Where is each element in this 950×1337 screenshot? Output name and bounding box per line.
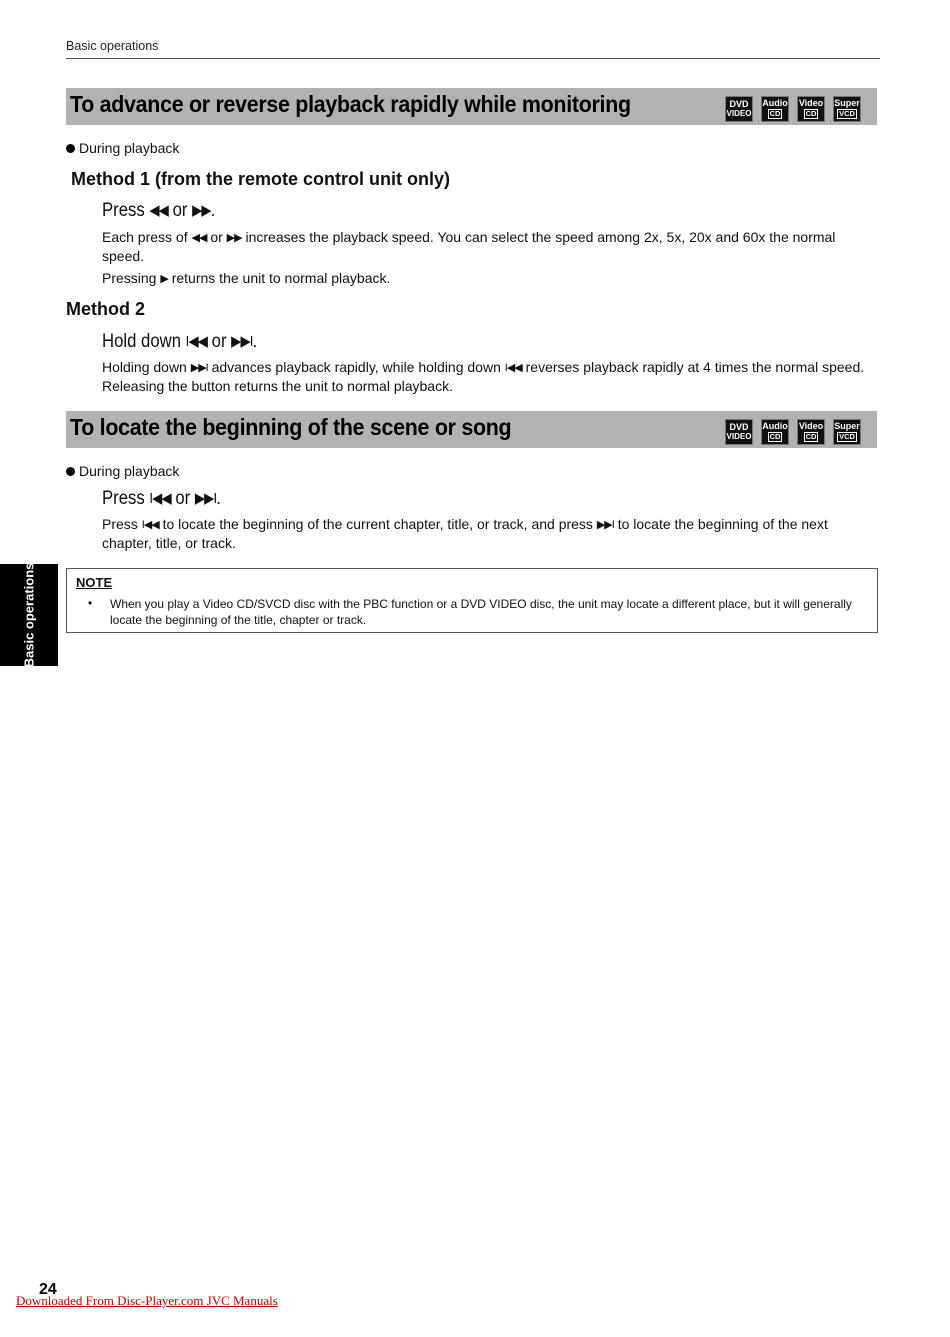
play-icon: ▶: [160, 273, 168, 285]
badge-bottom: CD: [769, 432, 781, 442]
method1-heading: Method 1 (from the remote control unit only): [71, 169, 450, 189]
note-title: NOTE: [76, 575, 113, 590]
para-text: reverses playback rapidly at 4 times the normal speed. Releasing the button returns the unit to normal playback.: [102, 359, 865, 394]
video-cd-icon: [797, 96, 825, 122]
note-text: When you play a Video CD/SVCD disc with the PBC function or a DVD VIDEO disc, the unit may locate a different place, but it will generally locate the beginning of the title, chapter or track.: [110, 597, 852, 627]
badge-top: Super: [834, 421, 860, 432]
method1-paragraph-2: [102, 270, 877, 289]
skip-forward-icon: ▶▶I: [194, 490, 217, 507]
badge-bottom: CD: [769, 109, 781, 119]
section2-instruction: [102, 488, 221, 510]
skip-forward-icon: ▶▶I: [231, 333, 253, 350]
badge-bottom: VIDEO: [726, 432, 752, 441]
side-tab-label: Basic operations: [21, 562, 37, 668]
instr-text: or: [211, 331, 227, 352]
method1-paragraph-1: [102, 229, 877, 265]
para-text: Each press of: [102, 229, 188, 245]
fast-forward-icon: ▶▶: [226, 232, 242, 244]
skip-back-icon: I◀◀: [504, 362, 522, 374]
instr-text: Press: [102, 488, 145, 509]
instr-text: .: [210, 200, 216, 221]
badge-top: DVD: [729, 422, 749, 432]
para-text: increases the playback speed. You can select the speed among 2x, 5x, 20x and 60x the normal speed.: [102, 229, 836, 264]
instr-text: or: [172, 200, 188, 221]
fast-forward-icon: ▶▶: [192, 202, 211, 219]
method2-heading: Method 2: [66, 299, 145, 319]
method2-instruction: [102, 331, 257, 353]
badge-bottom: VIDEO: [726, 109, 752, 118]
dvd-video-icon: [725, 419, 753, 445]
para-text: Press: [102, 516, 138, 532]
super-vcd-icon: [833, 96, 861, 122]
bullet-text: During playback: [79, 463, 180, 479]
skip-forward-icon: ▶▶I: [596, 519, 614, 531]
method1-instruction: [102, 200, 215, 222]
download-link[interactable]: Downloaded From Disc-Player.com JVC Manuals: [16, 1293, 278, 1308]
skip-forward-icon: ▶▶I: [190, 362, 208, 374]
instr-text: Hold down: [102, 331, 182, 352]
instr-text: or: [175, 488, 191, 509]
side-tab: [0, 564, 58, 666]
badge-bottom: CD: [805, 432, 817, 442]
bullet-text: During playback: [79, 140, 180, 156]
badge-top: DVD: [729, 99, 749, 109]
para-text: Holding down: [102, 359, 187, 375]
bullet-dot-icon: [66, 144, 75, 153]
running-header: Basic operations: [66, 39, 159, 53]
video-cd-icon: [797, 419, 825, 445]
section2-paragraph: [102, 516, 877, 552]
bullet-during-playback: [66, 463, 179, 479]
audio-cd-icon: [761, 419, 789, 445]
rewind-icon: ◀◀: [149, 202, 168, 219]
disc-badges: [725, 419, 861, 445]
section-title: To locate the beginning of the scene or song: [70, 414, 512, 440]
skip-back-icon: I◀◀: [185, 333, 207, 350]
badge-top: Video: [798, 98, 824, 109]
para-text: Pressing: [102, 270, 157, 286]
page-number: 24: [39, 1281, 57, 1298]
para-text: to locate the beginning of the next chapter, title, or track.: [102, 516, 828, 551]
bullet-dot-icon: [66, 467, 75, 476]
badge-bottom: CD: [805, 109, 817, 119]
section-title-bar-advance-reverse: [66, 88, 877, 125]
skip-back-icon: I◀◀: [149, 490, 171, 507]
instr-text: Press: [102, 200, 145, 221]
super-vcd-icon: [833, 419, 861, 445]
section-title: To advance or reverse playback rapidly while monitoring: [70, 91, 631, 117]
dvd-video-icon: [725, 96, 753, 122]
para-text: advances playback rapidly, while holding down: [211, 359, 501, 375]
para-text: to locate the beginning of the current chapter, title, or track, and press: [162, 516, 593, 532]
badge-bottom: VCD: [839, 109, 855, 119]
section-title-bar-locate-beginning: [66, 411, 877, 448]
rewind-icon: ◀◀: [191, 232, 207, 244]
badge-top: Super: [834, 98, 860, 109]
instr-text: .: [216, 488, 221, 509]
audio-cd-icon: [761, 96, 789, 122]
badge-top: Audio: [762, 421, 788, 432]
para-text: or: [210, 229, 223, 245]
badge-top: Video: [798, 421, 824, 432]
method2-paragraph: [102, 359, 877, 395]
badge-bottom: VCD: [839, 432, 855, 442]
para-text: returns the unit to normal playback.: [171, 270, 391, 286]
note-box: [66, 568, 878, 633]
badge-top: Audio: [762, 98, 788, 109]
instr-text: .: [252, 331, 258, 352]
disc-badges: [725, 96, 861, 122]
header-rule: [66, 58, 880, 59]
skip-back-icon: I◀◀: [141, 519, 159, 531]
note-bullet: •: [88, 596, 93, 610]
bullet-during-playback: [66, 140, 179, 156]
